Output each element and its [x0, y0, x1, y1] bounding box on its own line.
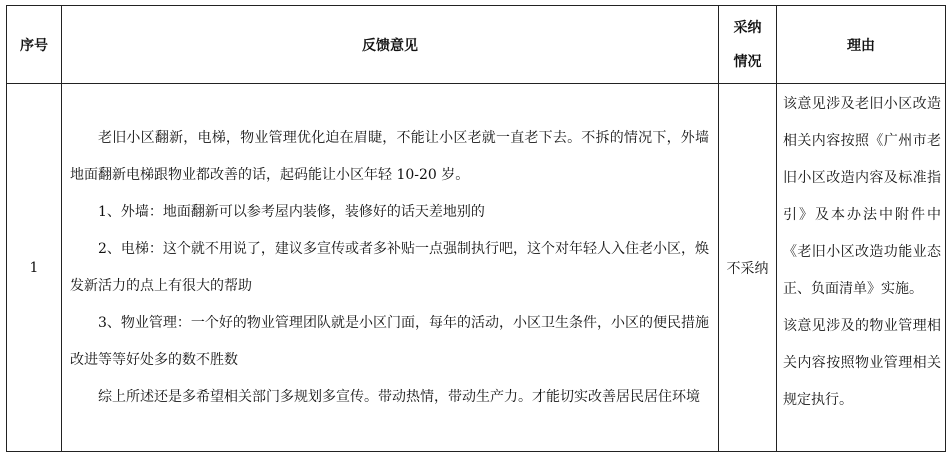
header-reason: 理由	[777, 6, 946, 84]
header-seq: 序号	[7, 6, 62, 84]
feedback-paragraph: 2、电梯：这个就不用说了，建议多宣传或者多补贴一点强制执行吧，这个对年轻人入住老小区，焕发新活力的点上有很大的帮助	[70, 240, 709, 294]
feedback-paragraph: 老旧小区翻新，电梯，物业管理优化迫在眉睫，不能让小区老就一直老下去。不拆的情况下，外墙地面翻新电梯跟物业都改善的话，起码能让小区年轻 10-20 岁。	[70, 129, 709, 183]
table-row	[7, 84, 946, 452]
reason-paragraph: 该意见涉及的物业管理相关内容按照物业管理相关规定执行。	[783, 318, 941, 408]
cell-seq: 1	[7, 84, 62, 452]
header-feedback: 反馈意见	[62, 6, 719, 84]
feedback-paragraph: 1、外墙：地面翻新可以参考屋内装修，装修好的话天差地别的	[98, 203, 485, 220]
cell-adopt: 不采纳	[719, 84, 777, 452]
feedback-table	[6, 5, 946, 452]
feedback-paragraph: 综上所述还是多希望相关部门多规划多宣传。带动热情，带动生产力。才能切实改善居民居住环境	[98, 388, 700, 405]
header-adopt	[719, 6, 777, 84]
feedback-paragraph: 3、物业管理：一个好的物业管理团队就是小区门面，每年的活动，小区卫生条件，小区的便民措施改进等等好处多的数不胜数	[70, 314, 709, 368]
cell-feedback	[62, 84, 719, 452]
header-adopt-line1: 采纳	[733, 19, 762, 36]
cell-reason	[777, 84, 946, 452]
header-adopt-line2: 情况	[733, 53, 762, 70]
header-row	[7, 6, 946, 84]
reason-paragraph: 该意见涉及老旧小区改造相关内容按照《广州市老旧小区改造内容及标准指引》及本办法中附件中《老旧小区改造功能业态正、负面清单》实施。	[783, 96, 941, 297]
